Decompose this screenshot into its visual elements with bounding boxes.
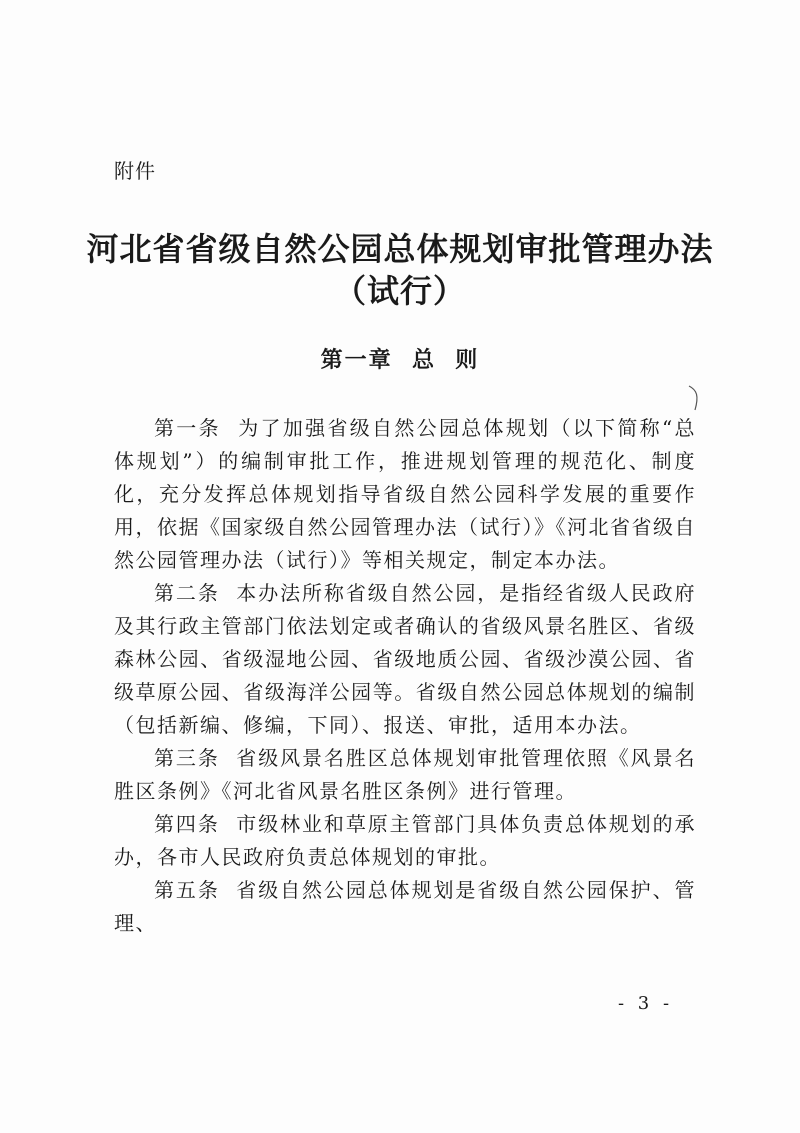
attachment-label: 附件 — [114, 159, 156, 183]
pen-mark-icon — [683, 384, 705, 414]
article-text: 市级林业和草原主管部门具体负责总体规划的承办，各市人民政府负责总体规划的审批。 — [114, 812, 697, 869]
chapter-heading: 第一章 总 则 — [320, 348, 480, 373]
article-2 — [114, 577, 696, 742]
article-3 — [114, 742, 696, 808]
article-number: 第二条 — [154, 581, 220, 605]
document-title: 河北省省级自然公园总体规划审批管理办法 — [86, 230, 714, 268]
page-number: - 3 - — [618, 993, 674, 1014]
article-text: 为了加强省级自然公园总体规划（以下简称“总体规划”）的编制审批工作，推进规划管理的规范化、制度化，充分发挥总体规划指导省级自然公园科学发展的重要作用，依据《国家级自然公园管理办法（试行）》《河北省省级自然公园管理办法（试行）》等相关规定，制定本办法。 — [114, 416, 696, 572]
document-title-suffix: （试行） — [333, 272, 466, 310]
article-5 — [114, 874, 696, 940]
article-text: 省级自然公园总体规划是省级自然公园保护、管理、 — [114, 878, 697, 935]
document-body — [114, 412, 696, 940]
article-number: 第一条 — [154, 416, 221, 440]
article-1 — [114, 412, 696, 577]
article-text: 本办法所称省级自然公园，是指经省级人民政府及其行政主管部门依法划定或者确认的省级风景名胜区、省级森林公园、省级湿地公园、省级地质公园、省级沙漠公园、省级草原公园、省级海洋公园等。省级自然公园总体规划的编制（包括新编、修编，下同）、报送、审批，适用本办法。 — [114, 581, 697, 737]
article-4 — [114, 808, 696, 874]
article-number: 第五条 — [154, 878, 220, 902]
article-text: 省级风景名胜区总体规划审批管理依照《风景名胜区条例》《河北省风景名胜区条例》进行管理。 — [114, 746, 697, 803]
article-number: 第四条 — [154, 812, 220, 836]
article-number: 第三条 — [154, 746, 220, 770]
